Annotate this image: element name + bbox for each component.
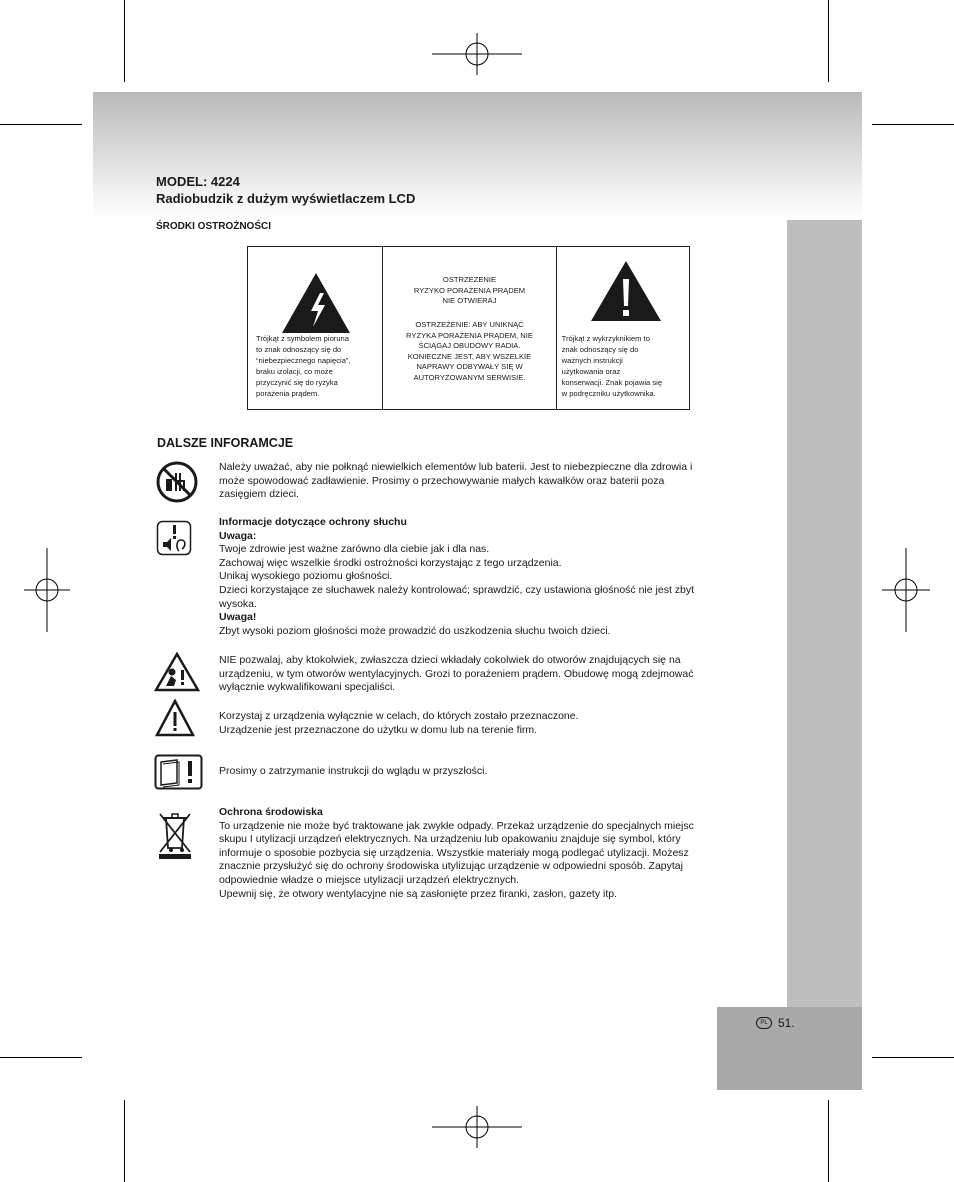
warning-cell-exclamation [556, 247, 689, 409]
warning-table [247, 246, 690, 410]
keep-manual-text: Prosimy o zatrzymanie instrukcji do wglądu w przyszłości. [219, 765, 488, 777]
warning-body-text: OSTRZEŻENIE: ABY UNIKNĄĆ RYZYKA PORAŻENIA PRĄDEM, NIE ŚCIĄGAJ OBUDOWY RADIA. KONIECZNE JEST, ABY WSZELKIE NAPRAWY ODBYWAŁY SIĘ W AUTORYZOWANYM SERWISIE. [406, 320, 533, 382]
model-heading [156, 173, 415, 207]
weee-bin-icon [156, 810, 194, 860]
warning-cell-center [382, 247, 555, 409]
page-number [756, 1016, 795, 1030]
no-insert-objects-icon [154, 652, 200, 692]
hearing-text: Informacje dotyczące ochrony słuchu Uwaga: Twoje zdrowie jest ważne zarówno dla ciebie jak i dla nas. Zachowaj więc wszelkie środki ostrożności korzystając z tego urządzenia. Unikaj wysokiego poziomu głośności. Dzieci korzystające ze słuchawek należy kontrolować; sprawdzić, czy ustawiona głośność nie jest zbyt wysoka. Uwaga! Zbyt wysoki poziom głośności może prowadzić do uszkodzenia słuchu twoich dzieci. [219, 516, 695, 637]
intended-use-text: Korzystaj z urządzenia wyłącznie w celach, do których zostało przeznaczone. Urządzenie jest przeznaczone do użytku w domu lub na terenie firm. [219, 710, 579, 736]
warning-header-text: OSTRZEZENIE RYZYKO PORAŻENIA PRĄDEM NIE OTWIERAJ [413, 275, 526, 305]
language-badge: PL [756, 1017, 772, 1029]
caution-triangle-icon [155, 699, 195, 737]
safety-title: ŚRODKI OSTROŻNOŚCI [156, 221, 272, 232]
no-small-parts-icon [156, 461, 198, 503]
hearing-title: Informacje dotyczące ochrony słuchu [219, 516, 407, 528]
more-info-title: DALSZE INFORAMCJE [157, 436, 294, 450]
small-parts-text: Należy uważać, aby nie połknąć niewielkich elementów lub baterii. Jest to niebezpieczne dla zdrowia i może spowodować zadławienie. Prosimy o przechowywanie małych kawałków oraz baterii poza zasięgiem dzieci. [219, 461, 693, 501]
model-number: MODEL: 4224 [156, 174, 240, 189]
environment-title: Ochrona środowiska [219, 806, 323, 818]
page-number-text: 51. [778, 1016, 795, 1030]
exclamation-triangle-icon [589, 259, 663, 323]
product-name: Radiobudzik z dużym wyświetlaczem LCD [156, 191, 416, 206]
warning-cell-lightning [248, 247, 382, 409]
manual-book-icon [154, 754, 204, 790]
hearing-warning-icon [156, 520, 192, 556]
side-tab [787, 220, 862, 1007]
hearing-warning-label-2: Uwaga! [219, 611, 257, 624]
exclamation-caption: Trójkąt z wykrzyknikiem to znak odnoszący się do ważnych instrukcji użytkowania oraz konserwacji. Znak pojawia się w podręczniku użytkownika. [561, 334, 663, 398]
lightning-caption: Trójkąt z symbolem pioruna to znak odnoszący się do “niebezpiecznego napięcia”, braku izolacji, co może przyczynić się do ryzyka porażenia prądem. [256, 334, 351, 398]
hearing-warning-label: Uwaga: [219, 529, 257, 542]
lightning-triangle-icon [280, 271, 352, 335]
no-objects-text: NIE pozwalaj, aby ktokolwiek, zwłaszcza dzieci wkładały cokolwiek do otworów znajdujących się na urządzeniu, w tym otworów wentylacyjnych. Grozi to porażeniem prądem. Obudowę mogą zdejmować wyłącznie wykwalifikowani specjaliści. [219, 654, 694, 694]
environment-text: Ochrona środowiska To urządzenie nie może być traktowane jak zwykłe odpady. Przekaż urządzenie do specjalnych miejsc skupu I utylizacji urządzeń elektrycznych. Na urządzeniu lub opakowaniu znajduje się symbol, który informuje o sposobie pozbycia się urządzenia. Wszystkie materiały mogą podlegać utylizacji. Możesz znacznie przysłużyć się do ochrony środowiska utylizując urządzenie w odpowiedni sposób. Zapytaj odpowiednie władze o miejsce utylizacji urządzeń elektrycznych. Upewnij się, że otwory wentylacyjne nie są zasłonięte przez firanki, zasłon, gazety itp. [219, 806, 694, 900]
